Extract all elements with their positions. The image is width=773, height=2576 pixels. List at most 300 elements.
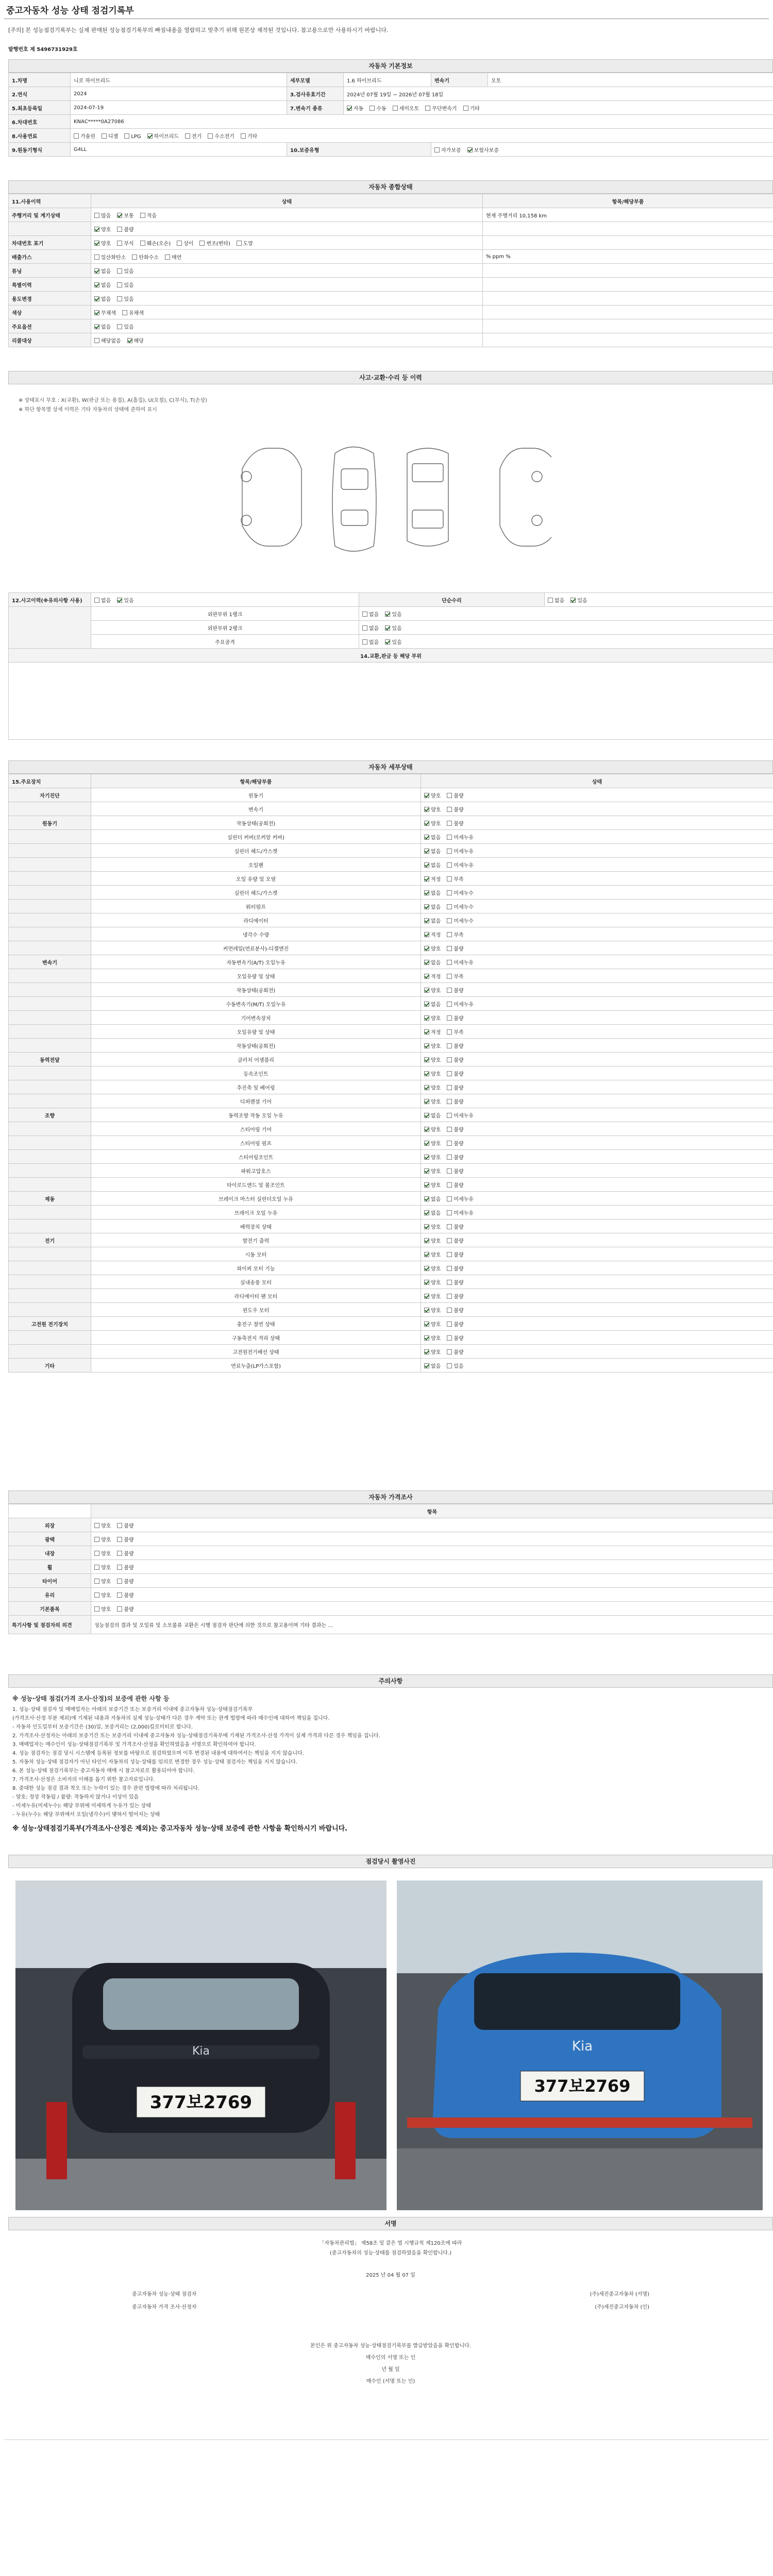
checkbox bbox=[425, 106, 430, 111]
option-1: 불량 bbox=[447, 1139, 463, 1147]
checkbox bbox=[424, 1113, 429, 1118]
detail-group bbox=[9, 1080, 91, 1094]
detail-row bbox=[9, 830, 773, 844]
option-0: 없음 bbox=[362, 638, 379, 646]
general-row bbox=[9, 208, 773, 222]
price-item: 내장 bbox=[9, 1546, 91, 1560]
option-0: 일산화탄소 bbox=[94, 253, 126, 261]
checkbox bbox=[424, 946, 429, 951]
detail-state bbox=[421, 858, 773, 872]
checkbox bbox=[447, 835, 452, 840]
detail-group bbox=[9, 1066, 91, 1080]
detail-group bbox=[9, 1219, 91, 1233]
checkbox bbox=[117, 213, 122, 218]
detail-row bbox=[9, 1219, 773, 1233]
checkbox bbox=[424, 1043, 429, 1048]
checkbox bbox=[362, 612, 367, 617]
option-0: 양호 bbox=[94, 1605, 111, 1613]
detail-group bbox=[9, 913, 91, 927]
general-row bbox=[9, 292, 773, 306]
accident-label: 12.사고이력(※유의사항 사용) bbox=[9, 593, 91, 607]
general-head-1: 11.사용이력 bbox=[9, 194, 91, 208]
general-table bbox=[8, 194, 773, 347]
option-1: 있음 bbox=[385, 610, 401, 618]
detail-group bbox=[9, 900, 91, 913]
checkbox bbox=[424, 807, 429, 812]
option-0: 없음 bbox=[94, 295, 111, 302]
detail-row bbox=[9, 1359, 773, 1372]
detail-state bbox=[421, 1261, 773, 1275]
detail-item: 배력장치 상태 bbox=[91, 1219, 421, 1233]
detail-state bbox=[421, 1053, 773, 1066]
general-row-note bbox=[483, 306, 773, 319]
car-front-outline bbox=[407, 448, 448, 546]
checkbox bbox=[117, 1579, 122, 1584]
notice-line: 2. 가격조사·산정자는 아래의 보증기간 또는 보증거리 이내에 중고자동차 성능·상태점검기록부에 기재된 가격조사·산정 가격이 실제 가격과 다른 경우 책임을 집니다. bbox=[12, 1733, 380, 1739]
simple-repair-label: 단순수리 bbox=[359, 593, 545, 607]
section-damage: 사고·교환·수리 등 이력 bbox=[8, 371, 773, 384]
option-1: 불량 bbox=[447, 1306, 463, 1314]
checkbox bbox=[447, 1099, 452, 1104]
checkbox bbox=[424, 1196, 429, 1201]
checkbox bbox=[447, 1238, 452, 1243]
checkbox bbox=[94, 268, 99, 274]
checkbox bbox=[447, 1002, 452, 1007]
option-1: 불량 bbox=[117, 1591, 133, 1599]
option-4: 전기 bbox=[185, 132, 201, 140]
checkbox bbox=[463, 106, 468, 111]
checkbox bbox=[117, 1551, 122, 1556]
option-0: 없음 bbox=[548, 596, 564, 604]
sign-line1: 「자동차관리법」 제58조 및 같은 법 시행규칙 제120조에 따라 bbox=[319, 2241, 462, 2246]
section-photo: 점검당시 촬영사진 bbox=[8, 1855, 773, 1868]
checkbox bbox=[424, 821, 429, 826]
detail-row bbox=[9, 1080, 773, 1094]
detail-row bbox=[9, 872, 773, 886]
checkbox bbox=[447, 1127, 452, 1132]
detail-head-1: 15.주요장치 bbox=[9, 774, 91, 788]
option-1: 있음 bbox=[117, 596, 133, 604]
detail-state bbox=[421, 983, 773, 997]
checkbox bbox=[424, 1224, 429, 1229]
detail-state bbox=[421, 802, 773, 816]
option-1: 불량 bbox=[447, 1236, 463, 1244]
notice-bold: ※ 성능·상태점검기록부(가격조사·산정은 제외)는 중고자동차 성능·상태 보증에 관한 사항을 확인하시기 바랍니다. bbox=[12, 1825, 348, 1833]
detail-item: 원동기 bbox=[91, 788, 421, 802]
detail-state bbox=[421, 1178, 773, 1192]
car-diagram bbox=[232, 438, 551, 556]
detail-group: 전기 bbox=[9, 1233, 91, 1247]
first-reg-value: 2024-07-19 bbox=[71, 101, 287, 115]
detail-state bbox=[421, 927, 773, 941]
price-row bbox=[9, 1532, 773, 1546]
checkbox bbox=[424, 849, 429, 854]
sign-dealer: (주)세진중고자동차 (인) bbox=[595, 2304, 649, 2310]
detail-row bbox=[9, 1011, 773, 1025]
price-item: 휠 bbox=[9, 1560, 91, 1574]
detail-item: 파워고압호스 bbox=[91, 1164, 421, 1178]
detail-row bbox=[9, 1303, 773, 1317]
option-0: 양호 bbox=[424, 1125, 441, 1133]
option-1: 미세누수 bbox=[447, 917, 474, 924]
checkbox bbox=[393, 106, 398, 111]
detail-item: 실내송풍 모터 bbox=[91, 1275, 421, 1289]
checkbox bbox=[447, 1182, 452, 1188]
checkbox bbox=[447, 1113, 452, 1118]
detail-row bbox=[9, 816, 773, 830]
checkbox bbox=[424, 1294, 429, 1299]
general-row bbox=[9, 250, 773, 264]
checkbox bbox=[424, 862, 429, 868]
checkbox bbox=[94, 1537, 99, 1542]
detail-state bbox=[421, 1331, 773, 1345]
option-1: 불량 bbox=[447, 1292, 463, 1300]
checkbox bbox=[199, 241, 205, 246]
accident-options bbox=[91, 593, 359, 607]
option-0: 없음 bbox=[94, 281, 111, 289]
checkbox bbox=[94, 310, 99, 315]
checkbox bbox=[424, 960, 429, 965]
option-1: 불량 bbox=[117, 1577, 133, 1585]
option-0: 적정 bbox=[424, 1028, 441, 1036]
option-0: 없음 bbox=[94, 596, 111, 604]
checkbox bbox=[94, 213, 99, 218]
detail-group bbox=[9, 1136, 91, 1150]
notice-line: - 양호: 정상 작동됨 / 불량: 작동하지 않거나 이상이 있음 bbox=[12, 1794, 139, 1800]
option-1: 불량 bbox=[117, 225, 133, 233]
general-row-label: 차대번호 표기 bbox=[9, 236, 91, 250]
section-price: 자동차 가격조사 bbox=[8, 1490, 773, 1504]
option-0: 양호 bbox=[424, 1083, 441, 1091]
option-0: 양호 bbox=[424, 944, 441, 952]
damage-legend-note: ※ 하단 항목별 상세 이력은 기타 자동차의 상태에 준하여 표시 bbox=[19, 407, 157, 413]
price-item: 외장 bbox=[9, 1518, 91, 1532]
option-1: 불량 bbox=[447, 1167, 463, 1175]
detail-group: 고전원 전기장치 bbox=[9, 1317, 91, 1331]
checkbox bbox=[385, 639, 390, 645]
detail-row bbox=[9, 1275, 773, 1289]
checkbox bbox=[362, 639, 367, 645]
checkbox bbox=[241, 133, 246, 139]
checkbox bbox=[424, 1168, 429, 1174]
detail-state bbox=[421, 1150, 773, 1164]
price-row bbox=[9, 1588, 773, 1602]
notice-block bbox=[12, 1692, 765, 1833]
option-0: 양호 bbox=[424, 1167, 441, 1175]
detail-group bbox=[9, 872, 91, 886]
detail-group bbox=[9, 858, 91, 872]
detail-item: 연료누출(LP가스포함) bbox=[91, 1359, 421, 1372]
detail-row bbox=[9, 1178, 773, 1192]
price-row bbox=[9, 1602, 773, 1616]
checkbox bbox=[424, 1155, 429, 1160]
option-0: 양호 bbox=[94, 1521, 111, 1529]
option-1: 미세누수 bbox=[447, 903, 474, 910]
detail-item: 브레이크 오일 누유 bbox=[91, 1206, 421, 1219]
option-2: 훼손(오손) bbox=[140, 239, 171, 247]
option-0: 양호 bbox=[94, 1563, 111, 1571]
checkbox bbox=[447, 890, 452, 895]
detail-group bbox=[9, 1261, 91, 1275]
checkbox bbox=[369, 106, 375, 111]
checkbox bbox=[94, 296, 99, 301]
option-0: 양호 bbox=[424, 1236, 441, 1244]
signature-block bbox=[8, 2239, 773, 2384]
option-4: 기타 bbox=[463, 104, 480, 112]
option-2: 적음 bbox=[140, 211, 157, 219]
option-0: 양호 bbox=[424, 1348, 441, 1355]
detail-row bbox=[9, 886, 773, 900]
option-0: 가솔린 bbox=[74, 132, 95, 140]
option-5: 도말 bbox=[237, 239, 253, 247]
checkbox bbox=[362, 625, 367, 631]
detail-row bbox=[9, 1317, 773, 1331]
detail-state bbox=[421, 1289, 773, 1303]
checkbox bbox=[447, 904, 452, 909]
checkbox bbox=[127, 338, 132, 343]
notice-heading: ※ 성능·상태 점검(가격 조사·산정)의 보증에 관한 사항 등 bbox=[12, 1695, 170, 1702]
detail-item: 클러치 어셈블리 bbox=[91, 1053, 421, 1066]
detail-state bbox=[421, 1345, 773, 1359]
sign-line2: (중고자동차의 성능·상태를 점검하였음을 확인합니다.) bbox=[329, 2250, 452, 2256]
option-1: 미세누유 bbox=[447, 861, 474, 869]
checkbox bbox=[424, 1210, 429, 1215]
general-row-options bbox=[91, 306, 483, 319]
detail-state bbox=[421, 844, 773, 858]
option-0: 무채색 bbox=[94, 309, 116, 316]
vin-label: 6.차대번호 bbox=[9, 115, 71, 129]
main-frame-label: 주요골격 bbox=[91, 635, 359, 649]
price-item: 유리 bbox=[9, 1588, 91, 1602]
general-row bbox=[9, 278, 773, 292]
brand-logo-front: Kia bbox=[192, 2045, 210, 2058]
checkbox bbox=[424, 988, 429, 993]
option-0: 양호 bbox=[424, 1264, 441, 1272]
checkbox bbox=[424, 1127, 429, 1132]
detail-item: 발전기 출력 bbox=[91, 1233, 421, 1247]
checkbox bbox=[177, 241, 182, 246]
detail-item: 스티어링조인트 bbox=[91, 1150, 421, 1164]
wheel-fl bbox=[241, 471, 251, 482]
checkbox bbox=[74, 133, 79, 139]
checkbox bbox=[424, 904, 429, 909]
checkbox bbox=[424, 1015, 429, 1021]
transmission-options bbox=[344, 101, 773, 115]
detail-item: 기어변속장치 bbox=[91, 1011, 421, 1025]
option-1: 부식 bbox=[117, 239, 133, 247]
detail-state bbox=[421, 1108, 773, 1122]
option-0: 양호 bbox=[424, 791, 441, 799]
checkbox bbox=[447, 1196, 452, 1201]
sign-buyer: 매수인 (서명 또는 인) bbox=[366, 2379, 415, 2384]
detail-row bbox=[9, 1345, 773, 1359]
detail-state bbox=[421, 1219, 773, 1233]
detail-row bbox=[9, 983, 773, 997]
checkbox bbox=[117, 268, 122, 274]
price-table bbox=[8, 1504, 773, 1634]
detail-group bbox=[9, 941, 91, 955]
detail-row bbox=[9, 955, 773, 969]
checkbox bbox=[447, 1349, 452, 1354]
option-1: 불량 bbox=[447, 1320, 463, 1328]
checkbox bbox=[424, 1057, 429, 1062]
option-3: 하이브리드 bbox=[147, 132, 179, 140]
car-side-right-outline bbox=[500, 448, 551, 546]
checkbox bbox=[424, 876, 429, 882]
option-0: 양호 bbox=[424, 1334, 441, 1342]
general-row bbox=[9, 319, 773, 333]
checkbox bbox=[424, 1071, 429, 1076]
option-1: 있음 bbox=[570, 596, 587, 604]
checkbox bbox=[447, 988, 452, 993]
checkbox bbox=[447, 932, 452, 937]
exchange-title: 14.교환,판금 등 해당 부위 bbox=[9, 649, 773, 663]
detail-group bbox=[9, 969, 91, 983]
option-0: 없음 bbox=[362, 610, 379, 618]
model-value: 1.6 하이브리드 bbox=[344, 73, 431, 87]
option-0: 자가보증 bbox=[434, 146, 461, 154]
notice-line: 3. 매매업자는 매수인이 성능·상태점검기록부 및 가격조사·산정을 확인하였음을 서명으로 확인하여야 합니다. bbox=[12, 1742, 256, 1748]
plate-rear: 377보2769 bbox=[534, 2076, 631, 2096]
plate-front: 377보2769 bbox=[149, 2092, 253, 2113]
detail-state bbox=[421, 872, 773, 886]
detail-group: 조향 bbox=[9, 1108, 91, 1122]
detail-row bbox=[9, 913, 773, 927]
option-0: 없음 bbox=[424, 889, 441, 896]
detail-head-2: 항목/해당부품 bbox=[91, 774, 421, 788]
general-row-label: 색상 bbox=[9, 306, 91, 319]
checkbox bbox=[570, 598, 576, 603]
detail-row bbox=[9, 844, 773, 858]
checkbox bbox=[124, 133, 129, 139]
bottom-divider bbox=[4, 2439, 769, 2440]
detail-item: 고전원전기배선 상태 bbox=[91, 1345, 421, 1359]
option-3: 상이 bbox=[177, 239, 193, 247]
option-0: 양호 bbox=[94, 1577, 111, 1585]
detail-group bbox=[9, 1178, 91, 1192]
detail-state bbox=[421, 969, 773, 983]
option-1: 불량 bbox=[117, 1563, 133, 1571]
detail-state bbox=[421, 1275, 773, 1289]
option-1: 부족 bbox=[447, 875, 463, 883]
price-row bbox=[9, 1560, 773, 1574]
option-0: 양호 bbox=[424, 1292, 441, 1300]
option-0: 없음 bbox=[424, 1111, 441, 1119]
detail-group: 변속기 bbox=[9, 955, 91, 969]
checkbox bbox=[117, 598, 122, 603]
option-1: 미세누유 bbox=[447, 1000, 474, 1008]
mission-value: 오토 bbox=[488, 73, 773, 87]
option-1: 있음 bbox=[117, 323, 133, 330]
detail-item: 스티어링 펌프 bbox=[91, 1136, 421, 1150]
checkbox bbox=[140, 213, 145, 218]
certificate-number: 발행번호 제 5496731929호 bbox=[8, 47, 78, 53]
photo-rear bbox=[397, 1880, 763, 2210]
detail-group bbox=[9, 830, 91, 844]
detail-state bbox=[421, 1094, 773, 1108]
detail-head-3: 상태 bbox=[421, 774, 773, 788]
detail-row bbox=[9, 788, 773, 802]
detail-table bbox=[8, 774, 773, 1372]
checkbox bbox=[102, 133, 107, 139]
detail-row bbox=[9, 1136, 773, 1150]
checkbox bbox=[117, 1523, 122, 1528]
general-row-options bbox=[91, 264, 483, 278]
option-0: 적정 bbox=[424, 875, 441, 883]
option-1: 있음 bbox=[385, 638, 401, 646]
checkbox bbox=[424, 1349, 429, 1354]
section-detail: 자동차 세부상태 bbox=[8, 760, 773, 774]
notice-line: 6. 본 성능·상태 점검기록부는 중고자동차 매매 시 참고자료로 활용되어야 합니다. bbox=[12, 1768, 195, 1774]
detail-group bbox=[9, 983, 91, 997]
guarantee-options bbox=[431, 143, 773, 157]
detail-group bbox=[9, 1289, 91, 1303]
fuel-options bbox=[71, 129, 773, 143]
checkbox bbox=[447, 849, 452, 854]
checkbox bbox=[424, 1321, 429, 1327]
option-1: 디젤 bbox=[102, 132, 118, 140]
checkbox bbox=[447, 1168, 452, 1174]
detail-row bbox=[9, 1164, 773, 1178]
option-1: 불량 bbox=[447, 805, 463, 813]
detail-item: 커먼레일(연료분사)-디젤엔진 bbox=[91, 941, 421, 955]
option-1: 불량 bbox=[447, 1125, 463, 1133]
option-0: 양호 bbox=[424, 1139, 441, 1147]
checkbox bbox=[424, 1099, 429, 1104]
option-1: 유채색 bbox=[122, 309, 144, 316]
general-row bbox=[9, 333, 773, 347]
checkbox bbox=[424, 1280, 429, 1285]
option-1: 불량 bbox=[447, 1264, 463, 1272]
option-1: 있음 bbox=[117, 295, 133, 302]
outer1-options bbox=[359, 607, 773, 621]
price-row bbox=[9, 1574, 773, 1588]
option-1: 불량 bbox=[447, 944, 463, 952]
option-1: 불량 bbox=[117, 1521, 133, 1529]
detail-state bbox=[421, 1233, 773, 1247]
detail-state bbox=[421, 1066, 773, 1080]
detail-row bbox=[9, 858, 773, 872]
option-0: 양호 bbox=[94, 1535, 111, 1543]
detail-row bbox=[9, 900, 773, 913]
outer2-label: 외판부위 2랭크 bbox=[91, 621, 359, 635]
option-1: 불량 bbox=[447, 1083, 463, 1091]
option-1: 불량 bbox=[447, 1334, 463, 1342]
detail-row bbox=[9, 1261, 773, 1275]
checkbox bbox=[424, 1308, 429, 1313]
option-1: 탄화수소 bbox=[132, 253, 159, 261]
checkbox bbox=[117, 241, 122, 246]
exchange-area bbox=[9, 663, 773, 740]
checkbox bbox=[147, 133, 153, 139]
option-1: 미세누수 bbox=[447, 889, 474, 896]
detail-item: 라디에이터 bbox=[91, 913, 421, 927]
option-1: 불량 bbox=[117, 1605, 133, 1613]
detail-item: 동력조향 작동 오일 누유 bbox=[91, 1108, 421, 1122]
general-row-options bbox=[91, 208, 483, 222]
outer1-label: 외판부위 1랭크 bbox=[91, 607, 359, 621]
option-0: 적정 bbox=[424, 930, 441, 938]
checkbox bbox=[447, 1085, 452, 1090]
detail-row bbox=[9, 1331, 773, 1345]
option-1: 미세누유 bbox=[447, 1195, 474, 1202]
general-row-options bbox=[91, 250, 483, 264]
checkbox bbox=[94, 282, 99, 287]
detail-state bbox=[421, 788, 773, 802]
checkbox bbox=[117, 324, 122, 329]
option-1: 있음 bbox=[117, 281, 133, 289]
section-sign: 서명 bbox=[8, 2217, 773, 2230]
